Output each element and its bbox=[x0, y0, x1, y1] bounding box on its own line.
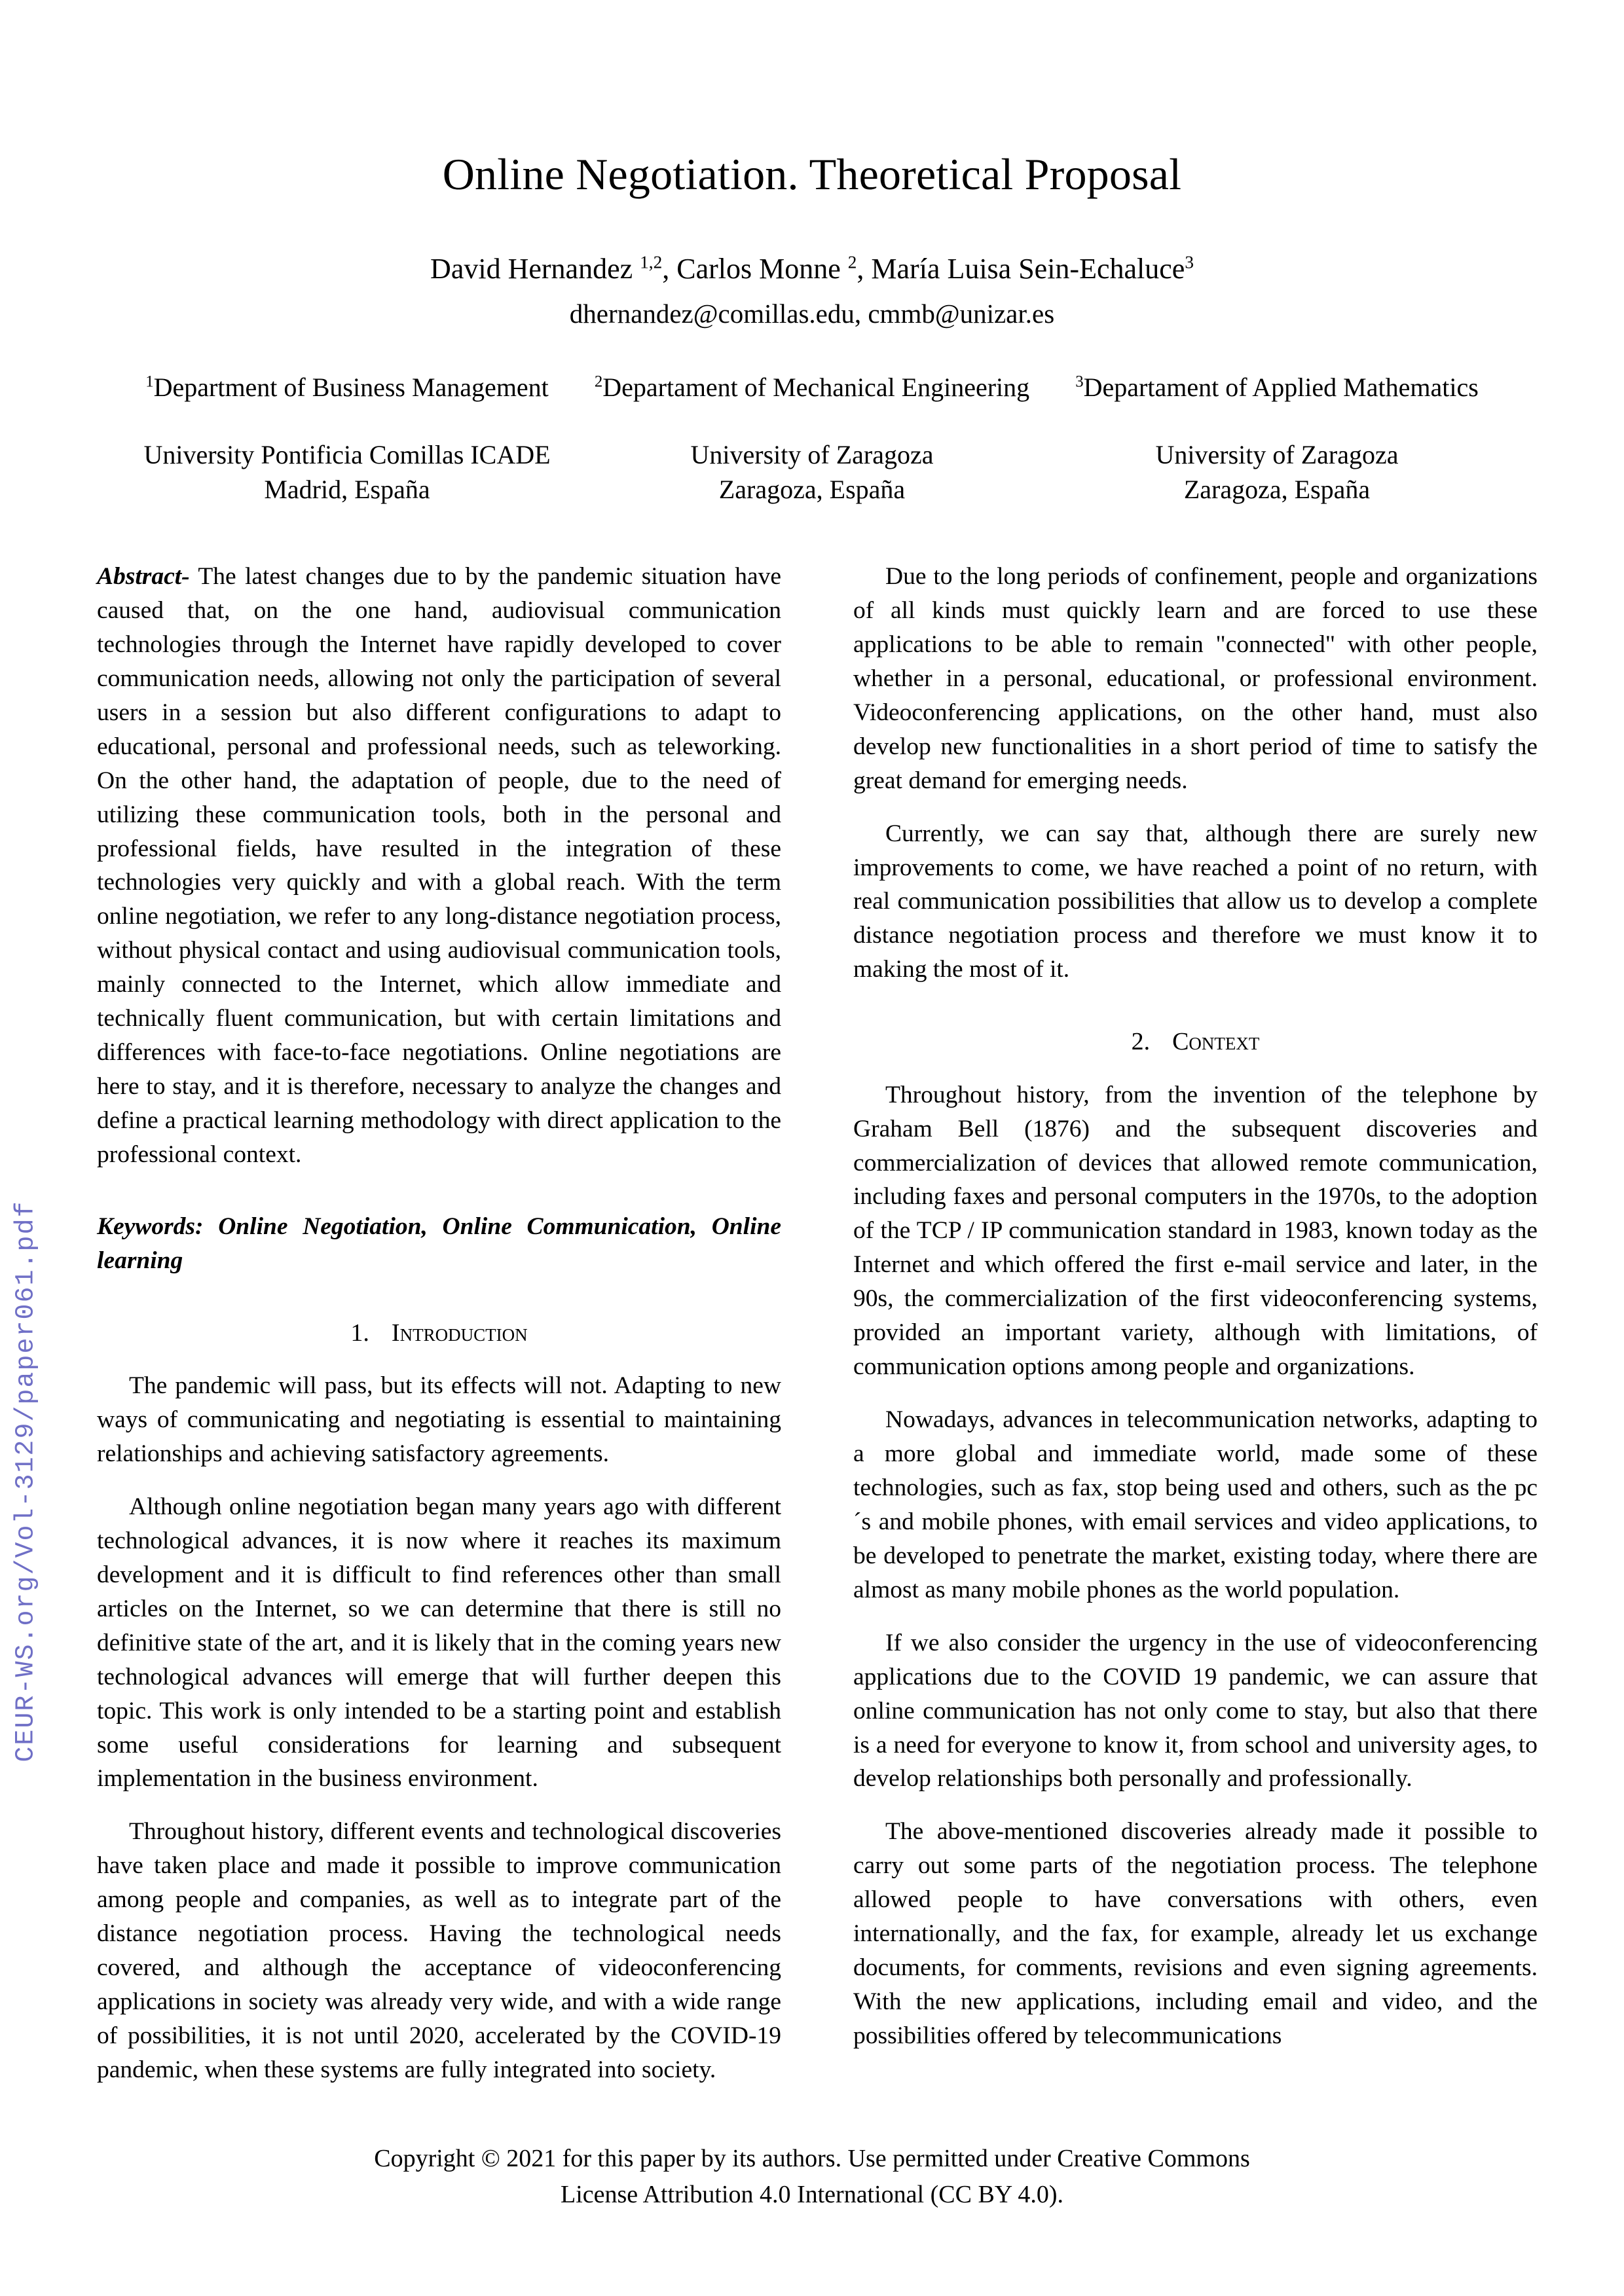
copyright-footer bbox=[0, 2141, 1624, 2213]
right-paragraph-3: Throughout history, from the invention of the telephone by Graham Bell (1876) and the subsequent discoveries and commercialization of devices that allowed remote communication, including faxes and personal computers in the 1970s, to the adoption of the TCP / IP communication standard in 1983, known today as the Internet and which offered the first e-mail service and later, in the 90s, the commercialization of the first videoconferencing systems, provided an important variety, although with limitations, of communication options among people and organizations. bbox=[853, 1081, 1538, 1381]
keywords-line: Keywords: Online Negotiation, Online Communication, Online learning bbox=[97, 1212, 781, 1274]
author-emails: dhernandez@comillas.edu, cmmb@unizar.es bbox=[569, 298, 1055, 329]
section-1-number: 1. bbox=[350, 1319, 369, 1347]
copyright-line-2: License Attribution 4.0 International (CC BY 4.0). bbox=[561, 2181, 1063, 2209]
affiliation-3-department bbox=[1054, 370, 1500, 405]
affiliation-1-department-label: Department of Business Management bbox=[153, 372, 549, 402]
right-column bbox=[853, 560, 1538, 2087]
section-heading-context bbox=[853, 1026, 1538, 1058]
author-3-name: María Luisa Sein-Echaluce bbox=[871, 253, 1185, 285]
abstract-text: The latest changes due to by the pandemic situation have caused that, on the one hand, audiovisual communication technologies through the Internet have rapidly developed to cover communication needs, allowing not only the participation of several users in a session but also different configurations to adapt to educational, personal and professional needs, such as teleworking. On the other hand, the adaptation of people, due to the need of utilizing these communication tools, both in the personal and professional fields, have resulted in the integration of these technologies very quickly and with a global reach. With the term online negotiation, we refer to any long-distance negotiation process, without physical contact and using audiovisual communication tools, mainly connected to the Internet, which allow immediate and technically fluent communication, but with certain limitations and differences with face-to-face negotiations. Online negotiations are here to stay, and it is therefore, necessary to analyze the changes and define a practical learning methodology with direct application to the professional context. bbox=[97, 563, 781, 1168]
abstract-paragraph bbox=[97, 560, 781, 1172]
ceur-watermark-text: CEUR-WS.org/Vol-3129/paper061.pdf bbox=[11, 1200, 41, 1762]
author-1-name: David Hernandez bbox=[430, 253, 640, 285]
right-paragraph-4: Nowadays, advances in telecommunication networks, adapting to a more global and immediate world, made some of these technologies, such as fax, stop being used and others, such as the pc´s and mobile phones, with email services and video applications, to be developed to penetrate the market, existing today, where there are almost as many mobile phones as the world population. bbox=[853, 1406, 1538, 1603]
left-column bbox=[97, 560, 781, 2087]
author-2-affil-marker: 2 bbox=[847, 252, 857, 272]
affiliation-3-city: Zaragoza, España bbox=[1183, 475, 1371, 505]
affiliation-2-university: University of Zaragoza bbox=[690, 440, 934, 470]
right-paragraph-2: Currently, we can say that, although there are surely new improvements to come, we have reached a point of no return, with real communication possibilities that allow us to develop a complete distance negotiation process and therefore we must know it to making the most of it. bbox=[853, 820, 1538, 983]
author-3-affil-marker: 3 bbox=[1185, 252, 1194, 272]
paper-header bbox=[0, 0, 1624, 507]
section-2-number: 2. bbox=[1131, 1028, 1151, 1056]
affiliation-2-marker: 2 bbox=[594, 373, 603, 391]
affiliation-1-marker: 1 bbox=[145, 373, 154, 391]
affiliations-block bbox=[0, 370, 1624, 507]
page-title: Online Negotiation. Theoretical Proposal bbox=[442, 149, 1182, 199]
affiliation-3-university: University of Zaragoza bbox=[1155, 440, 1399, 470]
section-1-title: Introduction bbox=[391, 1319, 528, 1347]
left-paragraph-1: The pandemic will pass, but its effects will not. Adapting to new ways of communicating and negotiating is essential to maintaining relationships and achieving satisfactory agreements. bbox=[97, 1372, 781, 1468]
affiliation-3-department-label: Departament of Applied Mathematics bbox=[1083, 372, 1479, 402]
affiliation-2-city: Zaragoza, España bbox=[718, 475, 906, 505]
right-paragraph-1: Due to the long periods of confinement, people and organizations of all kinds must quickly learn and are forced to use these applications to be able to remain "connected" with other people, whether in a personal, educational, or professional environment. Videoconferencing applications, on the other hand, must also develop new functionalities in a short period of time to satisfy the great demand for emerging needs. bbox=[853, 563, 1538, 794]
author-separator-2: , bbox=[857, 253, 872, 285]
section-2-title: Context bbox=[1172, 1028, 1260, 1056]
affiliation-1 bbox=[115, 370, 580, 507]
author-separator-1: , bbox=[662, 253, 677, 285]
author-2-name: Carlos Monne bbox=[676, 253, 848, 285]
body-columns bbox=[97, 560, 1538, 2087]
right-paragraph-6: The above-mentioned discoveries already made it possible to carry out some parts of the negotiation process. The telephone allowed people to have conversations with others, even internationally, and the fax, for example, already let us exchange documents, for comments, revisions and even signing agreements. With the new applications, including email and video, and the possibilities offered by telecommunications bbox=[853, 1818, 1538, 2050]
copyright-line-1: Copyright © 2021 for this paper by its authors. Use permitted under Creative Commons bbox=[374, 2145, 1250, 2172]
affiliation-1-city: Madrid, España bbox=[264, 475, 430, 505]
affiliation-2-department bbox=[589, 370, 1035, 405]
affiliation-2 bbox=[580, 370, 1044, 507]
authors-line bbox=[0, 252, 1624, 287]
right-paragraph-5: If we also consider the urgency in the use of videoconferencing applications due to the COVID 19 pandemic, we can assure that online communication has not only come to stay, but also that there is a need for everyone to know it, from school and university ages, to develop relationships both personally and professionally. bbox=[853, 1629, 1538, 1793]
affiliation-3 bbox=[1044, 370, 1509, 507]
left-paragraph-2: Although online negotiation began many years ago with different technological advances, it is now where it reaches its maximum development and it is difficult to find references other than small articles on the Internet, so we can determine that there is still no definitive state of the art, and it is likely that in the coming years new technological advances will emerge that will further deepen this topic. This work is only intended to be a starting point and establish some useful considerations for learning and subsequent implementation in the business environment. bbox=[97, 1493, 781, 1793]
section-heading-introduction bbox=[97, 1317, 781, 1349]
affiliation-2-department-label: Departament of Mechanical Engineering bbox=[602, 372, 1030, 402]
affiliation-3-marker: 3 bbox=[1075, 373, 1084, 391]
left-paragraph-3: Throughout history, different events and technological discoveries have taken place and made it possible to improve communication among people and companies, as well as to integrate part of the distance negotiation process. Having the technological needs covered, and although the acceptance of videoconferencing applications in society was already very wide, and with a wide range of possibilities, it is not until 2020, accelerated by the COVID-19 pandemic, when these systems are fully integrated into society. bbox=[97, 1818, 781, 2083]
affiliation-1-department bbox=[124, 370, 570, 405]
affiliation-1-university: University Pontificia Comillas ICADE bbox=[143, 440, 551, 470]
abstract-label: Abstract- bbox=[97, 563, 190, 590]
author-1-affil-marker: 1,2 bbox=[640, 252, 663, 272]
